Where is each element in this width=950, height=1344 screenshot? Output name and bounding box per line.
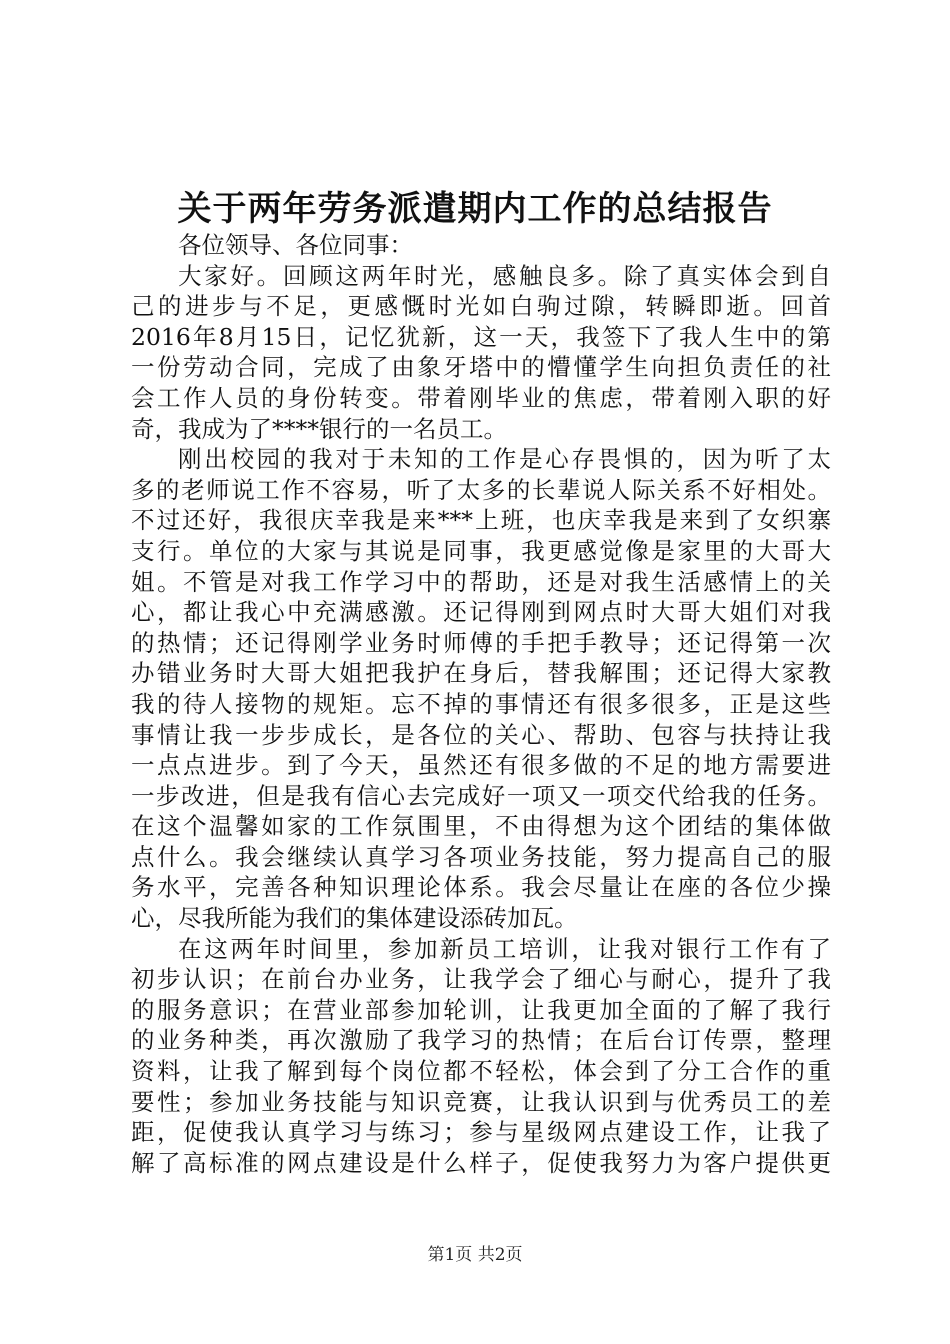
text-line: 一步改进，但是我有信心去完成好一项又一项交代给我的任务。 — [131, 781, 831, 810]
document-body — [131, 230, 831, 1178]
text-line: 会工作人员的身份转变。带着刚毕业的焦虑，带着刚入职的好 — [131, 383, 831, 412]
text-line: 距，促使我认真学习与练习；参与星级网点建设工作，让我了 — [131, 1118, 831, 1147]
salutation-line: 各位领导、各位同事： — [178, 231, 413, 259]
text-line: 支行。单位的大家与其说是同事，我更感觉像是家里的大哥大 — [131, 536, 831, 565]
text-line: 务水平，完善各种知识理论体系。我会尽量让在座的各位少操 — [131, 873, 831, 902]
text-line: 一份劳动合同，完成了由象牙塔中的懵懂学生向担负责任的社 — [131, 353, 831, 382]
text-line: 奇，我成为了****银行的一名员工。 — [131, 414, 507, 443]
text-line: 刚出校园的我对于未知的工作是心存畏惧的，因为听了太 — [178, 445, 831, 474]
text-line: 在这两年时间里，参加新员工培训，让我对银行工作有了 — [178, 934, 831, 963]
text-line: 解了高标准的网点建设是什么样子，促使我努力为客户提供更 — [131, 1148, 831, 1177]
text-line: 心，都让我心中充满感激。还记得刚到网点时大哥大姐们对我 — [131, 598, 831, 627]
text-line: 办错业务时大哥大姐把我护在身后，替我解围；还记得大家教 — [131, 659, 831, 688]
text-line: 不过还好，我很庆幸我是来***上班，也庆幸我是来到了女织寨 — [131, 506, 831, 535]
text-line: 多的老师说工作不容易，听了太多的长辈说人际关系不好相处。 — [131, 475, 831, 504]
text-line: 在这个温馨如家的工作氛围里，不由得想为这个团结的集体做 — [131, 812, 831, 841]
text-line: 资料，让我了解到每个岗位都不轻松，体会到了分工合作的重 — [131, 1057, 831, 1086]
text-line: 事情让我一步步成长，是各位的关心、帮助、包容与扶持让我 — [131, 720, 831, 749]
text-line: 要性；参加业务技能与知识竞赛，让我认识到与优秀员工的差 — [131, 1087, 831, 1116]
page-number-footer: 第1页 共2页 — [427, 1245, 523, 1265]
text-line: 的业务种类，再次激励了我学习的热情；在后台订传票，整理 — [131, 1026, 831, 1055]
document-title: 关于两年劳务派遣期内工作的总结报告 — [177, 189, 773, 229]
text-line: 姐。不管是对我工作学习中的帮助，还是对我生活感情上的关 — [131, 567, 831, 596]
text-line: 2016年8月15日，记忆犹新，这一天，我签下了我人生中的第 — [131, 322, 831, 351]
text-line: 我的待人接物的规矩。忘不掉的事情还有很多很多，正是这些 — [131, 689, 831, 718]
text-line: 心，尽我所能为我们的集体建设添砖加瓦。 — [131, 904, 578, 933]
text-line: 的热情；还记得刚学业务时师傅的手把手教导；还记得第一次 — [131, 628, 831, 657]
text-line: 点什么。我会继续认真学习各项业务技能，努力提高自己的服 — [131, 842, 831, 871]
text-line: 一点点进步。到了今天，虽然还有很多做的不足的地方需要进 — [131, 751, 831, 780]
text-line: 初步认识；在前台办业务，让我学会了细心与耐心，提升了我 — [131, 965, 831, 994]
text-line: 己的进步与不足，更感慨时光如白驹过隙，转瞬即逝。回首 — [131, 292, 831, 321]
text-line: 大家好。回顾这两年时光，感触良多。除了真实体会到自 — [178, 261, 831, 290]
text-line: 的服务意识；在营业部参加轮训，让我更加全面的了解了我行 — [131, 995, 831, 1024]
